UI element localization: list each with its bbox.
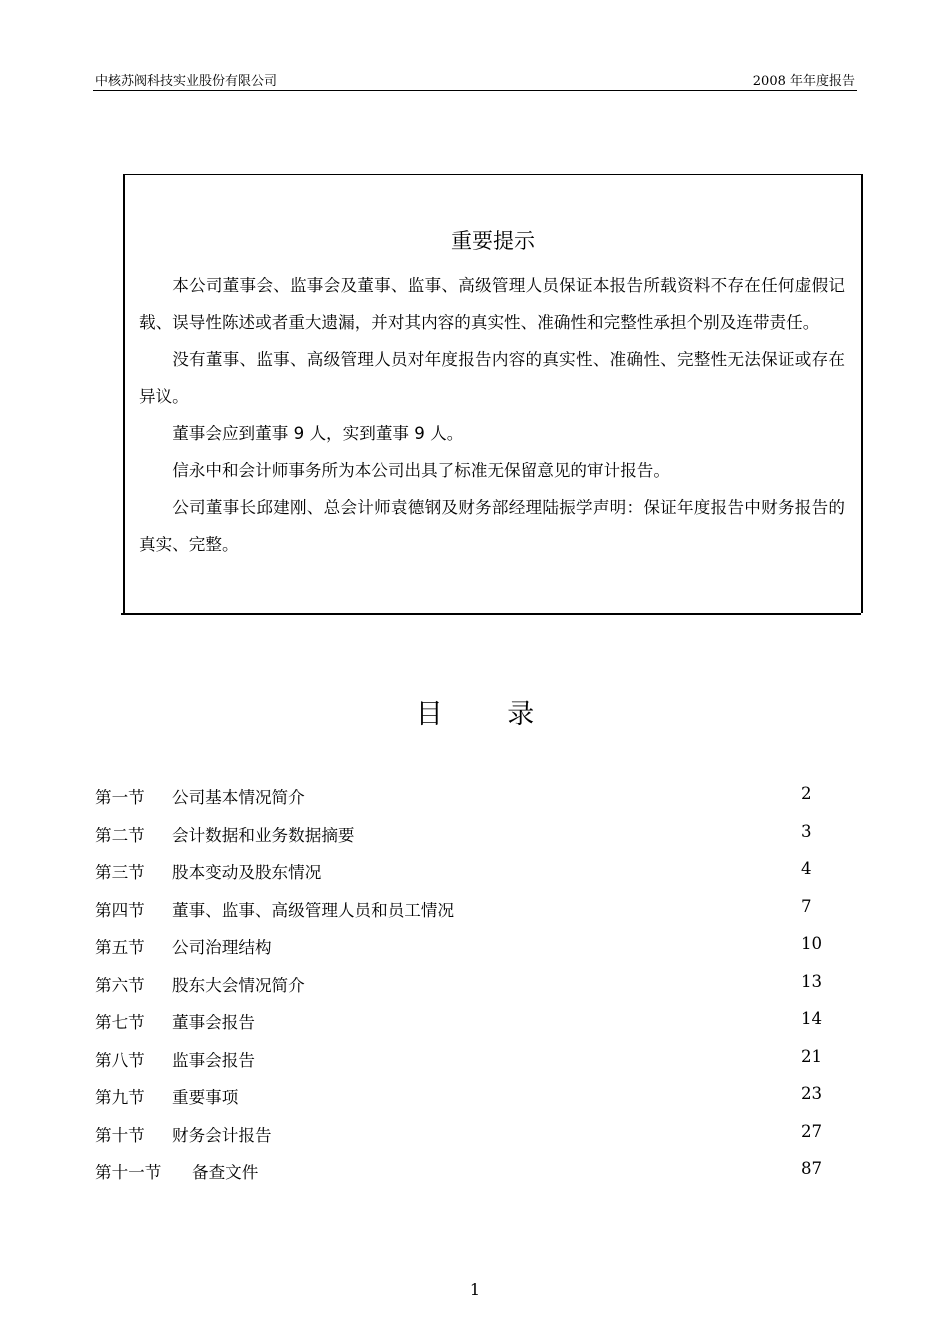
toc-section-name: 重要事项 xyxy=(172,1088,239,1107)
toc-page-number: 4 xyxy=(801,859,812,878)
toc-section-name: 公司基本情况简介 xyxy=(172,788,305,807)
table-of-contents xyxy=(95,784,835,1197)
notice-paragraph: 没有董事、监事、高级管理人员对年度报告内容的真实性、准确性、完整性无法保证或存在异议。 xyxy=(139,350,845,406)
toc-section-name: 公司治理结构 xyxy=(172,938,272,957)
toc-entry[interactable] xyxy=(95,1084,835,1122)
toc-page-number: 7 xyxy=(801,896,812,916)
notice-body xyxy=(139,267,845,563)
toc-page-number: 27 xyxy=(801,1121,823,1141)
toc-section-number: 第三节 xyxy=(95,863,145,882)
toc-section-number: 第十节 xyxy=(95,1125,145,1145)
toc-entry[interactable] xyxy=(95,934,835,972)
notice-box-bottom-rule xyxy=(121,613,861,615)
page-header xyxy=(93,68,857,91)
notice-paragraph: 董事会应到董事 9 人，实到董事 9 人。 xyxy=(172,424,464,443)
toc-section-name: 董事会报告 xyxy=(172,1013,255,1032)
toc-page-number: 3 xyxy=(801,821,812,841)
toc-section-number: 第二节 xyxy=(95,825,145,845)
toc-section-name: 会计数据和业务数据摘要 xyxy=(172,825,355,845)
toc-section-number: 第八节 xyxy=(95,1050,145,1070)
notice-paragraph: 信永中和会计师事务所为本公司出具了标准无保留意见的审计报告。 xyxy=(172,461,670,480)
toc-page-number: 14 xyxy=(801,1009,823,1028)
toc-entry[interactable] xyxy=(95,784,835,822)
notice-paragraph: 本公司董事会、监事会及董事、监事、高级管理人员保证本报告所载资料不存在任何虚假记载、误导性陈述或者重大遗漏，并对其内容的真实性、准确性和完整性承担个别及连带责任。 xyxy=(139,276,845,332)
toc-title xyxy=(0,692,950,731)
toc-section-name: 备查文件 xyxy=(192,1163,259,1182)
toc-title-char: 目 xyxy=(415,699,443,730)
important-notice-box xyxy=(123,174,863,613)
notice-paragraph: 公司董事长邱建刚、总会计师袁德钢及财务部经理陆振学声明：保证年度报告中财务报告的真实、完整。 xyxy=(139,498,845,554)
toc-title-char: 录 xyxy=(507,699,535,730)
toc-section-name: 股东大会情况简介 xyxy=(172,975,305,995)
toc-entry[interactable] xyxy=(95,972,835,1010)
notice-title: 重要提示 xyxy=(451,229,535,253)
toc-section-name: 财务会计报告 xyxy=(172,1125,272,1145)
page-number: 1 xyxy=(469,1280,481,1299)
toc-section-number: 第七节 xyxy=(95,1013,145,1032)
toc-page-number: 23 xyxy=(801,1084,823,1103)
toc-section-name: 股本变动及股东情况 xyxy=(172,863,322,882)
toc-entry[interactable] xyxy=(95,822,835,860)
toc-page-number: 87 xyxy=(801,1159,823,1178)
toc-page-number: 13 xyxy=(801,971,823,991)
toc-section-number: 第六节 xyxy=(95,975,145,995)
toc-section-number: 第五节 xyxy=(95,938,145,957)
toc-page-number: 10 xyxy=(801,934,823,953)
toc-section-name: 监事会报告 xyxy=(172,1050,255,1070)
toc-entry[interactable] xyxy=(95,1047,835,1085)
toc-section-name: 董事、监事、高级管理人员和员工情况 xyxy=(172,900,455,920)
toc-entry[interactable] xyxy=(95,859,835,897)
toc-entry[interactable] xyxy=(95,1009,835,1047)
toc-entry[interactable] xyxy=(95,897,835,935)
toc-page-number: 2 xyxy=(801,784,812,803)
toc-section-number: 第十一节 xyxy=(95,1163,162,1182)
header-company-name: 中核苏阀科技实业股份有限公司 xyxy=(95,74,278,89)
header-report-title: 2008 年年度报告 xyxy=(752,74,855,89)
toc-entry[interactable] xyxy=(95,1159,835,1197)
toc-section-number: 第九节 xyxy=(95,1088,145,1107)
toc-section-number: 第一节 xyxy=(95,788,145,807)
toc-section-number: 第四节 xyxy=(95,900,145,920)
toc-entry[interactable] xyxy=(95,1122,835,1160)
toc-page-number: 21 xyxy=(801,1046,823,1066)
